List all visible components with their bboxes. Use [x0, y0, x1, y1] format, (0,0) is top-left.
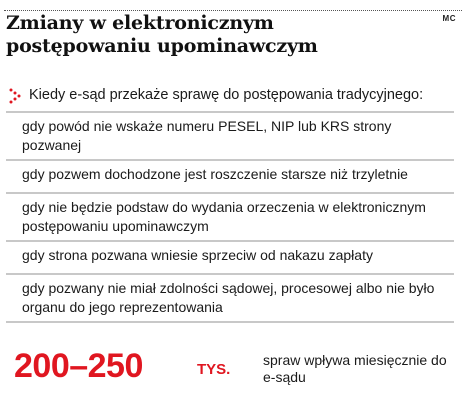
- list-item: gdy nie będzie podstaw do wydania orzeczenia w elektronicznym postępowaniu upominawczym: [6, 194, 454, 242]
- stat-value: 200–250: [14, 347, 143, 385]
- stat-unit: TYS.: [197, 361, 231, 378]
- list-item: gdy strona pozwana wniesie sprzeciw od nakazu zapłaty: [6, 242, 454, 275]
- dotted-chevron-icon: [8, 86, 24, 104]
- list-item: gdy pozwem dochodzone jest roszczenie starsze niż trzyletnie: [6, 161, 454, 194]
- page-title: [6, 12, 406, 58]
- source-credit: MC: [442, 14, 456, 23]
- title-line-1: Zmiany w elektronicznym: [6, 12, 274, 34]
- title-line-2: postępowaniu upominawczym: [6, 35, 318, 57]
- lead-text: Kiedy e-sąd przekaże sprawę do postępowania tradycyjnego:: [29, 87, 424, 103]
- top-rule: [4, 10, 462, 11]
- conditions-list: [6, 111, 454, 323]
- list-item: gdy powód nie wskaże numeru PESEL, NIP lub KRS strony pozwanej: [6, 113, 454, 161]
- lead-sentence: [8, 86, 458, 104]
- list-item: gdy pozwany nie miał zdolności sądowej, procesowej albo nie było organu do jego reprezentowania: [6, 275, 454, 323]
- stat-description: spraw wpływa miesięcznie do e-sądu: [263, 352, 447, 385]
